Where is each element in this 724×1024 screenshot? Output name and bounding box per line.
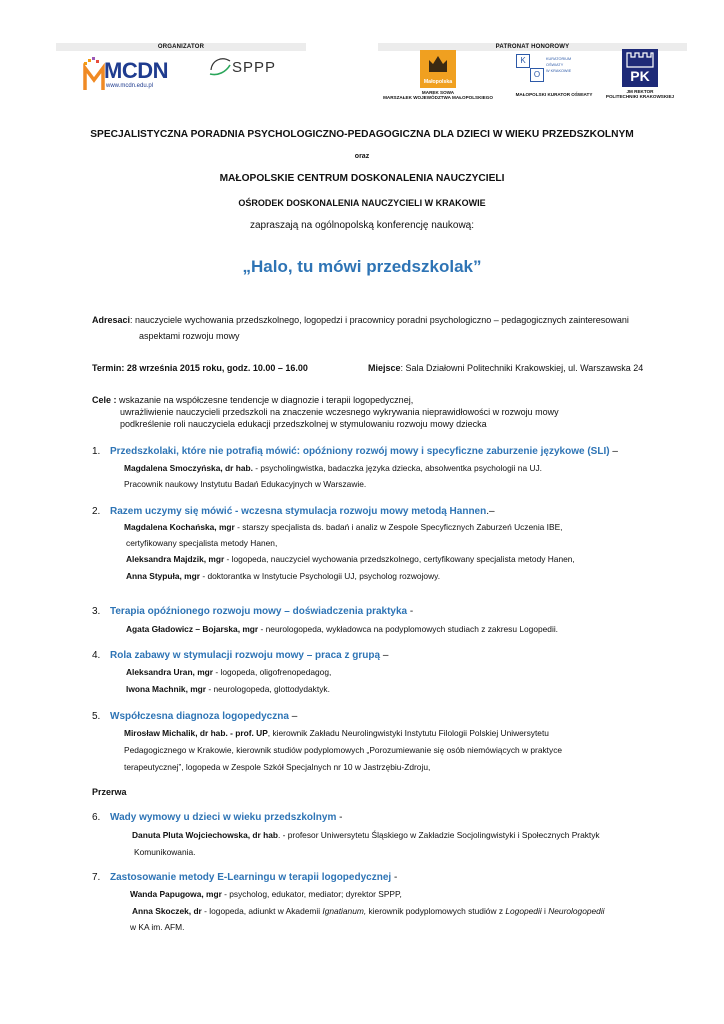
speaker-desc-italic: Neurologopedii — [548, 906, 605, 916]
miejsce-label: Miejsce — [368, 363, 401, 373]
speaker-name: Wanda Papugowa, mgr — [130, 889, 222, 899]
talk-suffix: .– — [486, 506, 495, 517]
speaker-desc-italic: Logopedii — [505, 906, 542, 916]
kuratorium-caption: MAŁOPOLSKI KURATOR OŚWIATY — [515, 92, 593, 97]
mcdn-logo-text: MCDN — [104, 58, 168, 83]
speaker-name: Agata Gładowicz – Bojarska, mgr — [126, 624, 259, 634]
speaker-desc: - psycholog, edukator, mediator; dyrektor SPPP, — [221, 889, 402, 899]
termin-label: Termin — [92, 363, 122, 373]
speaker-smoczynska-cont: Pracownik naukowy Instytutu Badań Edukacyjnych w Warszawie. — [124, 479, 367, 489]
speaker-name: Magdalena Kochańska, mgr — [124, 522, 235, 532]
speaker-name: Aleksandra Uran, mgr — [126, 667, 214, 677]
talk-number: 2. — [92, 506, 101, 517]
speaker-majdzik — [126, 554, 575, 565]
pk-caption-1: JM REKTOR — [626, 89, 654, 94]
talk-title-1 — [110, 446, 618, 457]
break-label: Przerwa — [92, 787, 127, 797]
kuratorium-line: OŚWIATY — [546, 63, 564, 67]
speaker-gladowicz — [126, 624, 558, 635]
castle-icon — [622, 49, 658, 69]
speaker-desc-italic: Ignatianum, — [322, 906, 367, 916]
speaker-desc: - starszy specjalista ds. badań i analiz w Zespole Specyficznych Zaburzeń Uczenia IBE, — [234, 522, 563, 532]
speaker-skoczek-cont: w KA im. AFM. — [130, 922, 185, 932]
talk-number: 4. — [92, 650, 101, 661]
malopolska-caption-2: MARSZAŁEK WOJEWÓDZTWA MAŁOPOLSKIEGO — [383, 95, 493, 100]
speaker-papugowa — [130, 889, 402, 900]
talk-title-4 — [110, 650, 388, 661]
adresaci-line-2: aspektami rozwoju mowy — [139, 331, 240, 341]
patron-label: PATRONAT HONOROWY — [378, 43, 687, 51]
intro-invite: zapraszają na ogólnopolską konferencję naukową: — [249, 220, 475, 231]
talk-suffix: - — [391, 872, 398, 883]
speaker-name: Danuta Pluta Wojciechowska, dr hab — [132, 830, 278, 840]
pk-logo — [622, 49, 658, 87]
adresaci-text: : nauczyciele wychowania przedszkolnego, logopedzi i pracownicy poradni psychologiczno – pedagogicznych zainteresowani — [130, 315, 629, 325]
malopolska-caption-1: MAREK SOWA — [421, 90, 455, 95]
speaker-desc: - doktorantka w Instytucie Psychologii UJ, psycholog rozwojowy. — [200, 571, 441, 581]
intro-line-3: OŚRODEK DOSKONALENIA NAUCZYCIELI W KRAKOWIE — [238, 198, 486, 208]
cele-line-1 — [92, 394, 413, 406]
talk-suffix: – — [380, 650, 389, 661]
talk-number: 1. — [92, 446, 101, 457]
kuratorium-letter-k: K — [516, 54, 530, 68]
kuratorium-lines — [546, 56, 571, 74]
speaker-desc: . - profesor Uniwersytetu Śląskiego w Zakładzie Socjolingwistyki i Społecznych Praktyk — [277, 830, 600, 840]
miejsce-line — [368, 362, 643, 374]
speaker-desc: , kierownik Zakładu Neurolingwistyki Instytutu Filologii Polskiej Uniwersytetu — [267, 728, 549, 738]
miejsce-value: : Sala Działowni Politechniki Krakowskiej, ul. Warszawska 24 — [400, 363, 644, 373]
speaker-name: Magdalena Smoczyńska, dr hab. — [124, 463, 253, 473]
speaker-desc: - logopeda, oligofrenopedagog, — [213, 667, 332, 677]
intro-oraz: oraz — [354, 153, 370, 160]
speaker-desc: - logopeda, adiunkt w Akademii — [201, 906, 323, 916]
speaker-michalik-cont-2: terapeutycznej”, logopeda w Zespole Szkół Specjalnych nr 10 w Jastrzębiu-Zdroju, — [124, 762, 431, 772]
talk-title: Wady wymowy u dzieci w wieku przedszkolnym — [110, 812, 337, 823]
talk-title: Terapia opóźnionego rozwoju mowy – doświadczenia praktyka — [110, 606, 408, 617]
speaker-skoczek — [132, 906, 605, 917]
kuratorium-line: KURATORIUM — [546, 57, 572, 61]
pk-letters: PK — [630, 68, 650, 84]
speaker-desc: - neurologopeda, glottodydaktyk. — [206, 684, 330, 694]
adresaci-label: Adresaci — [92, 315, 131, 325]
speaker-machnik — [126, 684, 330, 695]
sppp-logo — [208, 56, 288, 82]
talk-suffix: - — [407, 606, 414, 617]
speaker-kochanska-cont: certyfikowany specjalista metody Hanen, — [126, 538, 278, 548]
kuratorium-logo — [516, 54, 582, 84]
speaker-pluta — [132, 830, 600, 841]
speaker-name: Iwona Machnik, mgr — [126, 684, 207, 694]
speaker-name: Anna Skoczek, dr — [132, 906, 202, 916]
talk-title-7 — [110, 872, 397, 883]
sppp-logo-text: SPPP — [232, 59, 277, 76]
termin-line — [92, 362, 308, 374]
speaker-michalik-cont-1: Pedagogicznego w Krakowie, kierownik studiów podyplomowych „Porozumiewanie się osób niemówiących w praktyce — [124, 745, 563, 755]
talk-title: Zastosowanie metody E-Learningu w terapii logopedycznej — [110, 872, 392, 883]
speaker-name: Anna Stypuła, mgr — [126, 571, 200, 581]
organizer-label: ORGANIZATOR — [56, 43, 306, 51]
talk-title: Razem uczymy się mówić - wczesna stymulacja rozwoju mowy metodą Hannen — [110, 506, 487, 517]
talk-title-6 — [110, 812, 342, 823]
talk-title: Współczesna diagnoza logopedyczna — [110, 711, 289, 722]
speaker-stypula — [126, 571, 440, 582]
talk-title: Przedszkolaki, które nie potrafią mówić: opóźniony rozwój mowy i specyficzne zaburzenie językowe (SLI) — [110, 446, 610, 457]
speaker-desc: kierownik podyplomowych studiów z — [366, 906, 506, 916]
conference-title: „Halo, tu mówi przedszkolak” — [242, 257, 482, 276]
speaker-michalik — [124, 728, 549, 739]
talk-number: 7. — [92, 872, 101, 883]
intro-line-2: MAŁOPOLSKIE CENTRUM DOSKONALENIA NAUCZYCIELI — [219, 173, 505, 184]
talk-number: 3. — [92, 606, 101, 617]
kuratorium-line: W KRAKOWIE — [546, 69, 572, 73]
speaker-uran — [126, 667, 331, 678]
speaker-kochanska — [124, 522, 563, 533]
speaker-desc: - psycholingwistka, badaczka języka dziecka, absolwentka psychologii na UJ. — [252, 463, 543, 473]
cele-text-1: wskazanie na współczesne tendencje w diagnozie i terapii logopedycznej, — [116, 395, 414, 405]
talk-title-5 — [110, 711, 297, 722]
speaker-pluta-cont: Komunikowania. — [134, 847, 196, 857]
cele-line-2: uwrażliwienie nauczycieli przedszkoli na znaczenie wczesnego wykrywania nieprawidłowości w rozwoju mowy — [120, 407, 559, 417]
speaker-desc: - logopeda, nauczyciel wychowania przedszkolnego, certyfikowany specjalista metody Hanen, — [224, 554, 575, 564]
termin-value: : 28 września 2015 roku, godz. 10.00 – 16.00 — [121, 363, 308, 373]
mcdn-url: www.mcdn.edu.pl — [106, 83, 154, 89]
speaker-desc: - neurologopeda, wykładowca na podyplomowych studiach z zakresu Logopedii. — [258, 624, 559, 634]
talk-number: 6. — [92, 812, 101, 823]
talk-title-2 — [110, 506, 495, 517]
intro-line-1: SPECJALISTYCZNA PORADNIA PSYCHOLOGICZNO-PEDAGOGICZNA DLA DZIECI W WIEKU PRZEDSZKOLNYM — [90, 129, 634, 140]
pk-caption-2: POLITECHNIKI KRAKOWSKIEJ — [605, 94, 675, 99]
talk-suffix: – — [609, 446, 618, 457]
malopolska-logo — [420, 50, 456, 88]
speaker-smoczynska — [124, 463, 542, 474]
talk-title-3 — [110, 606, 413, 617]
cele-line-3: podkreślenie roli nauczyciela edukacji przedszkolnej w stymulowaniu rozwoju mowy dziecka — [120, 419, 487, 429]
kuratorium-letter-o: O — [530, 68, 544, 82]
speaker-desc: i — [541, 906, 549, 916]
speaker-name: Mirosław Michalik, dr hab. - prof. UP — [124, 728, 268, 738]
crown-icon — [420, 50, 456, 78]
malopolska-logo-text: Małopolska — [423, 79, 453, 85]
talk-suffix: – — [288, 711, 298, 722]
speaker-name: Aleksandra Majdzik, mgr — [126, 554, 225, 564]
sppp-mark-icon — [208, 56, 234, 78]
mcdn-logo — [82, 54, 172, 94]
adresaci-line-1 — [92, 314, 629, 326]
talk-title: Rola zabawy w stymulacji rozwoju mowy – praca z grupą — [110, 650, 381, 661]
talk-suffix: - — [336, 812, 343, 823]
talk-number: 5. — [92, 711, 101, 722]
cele-label: Cele : — [92, 395, 117, 405]
